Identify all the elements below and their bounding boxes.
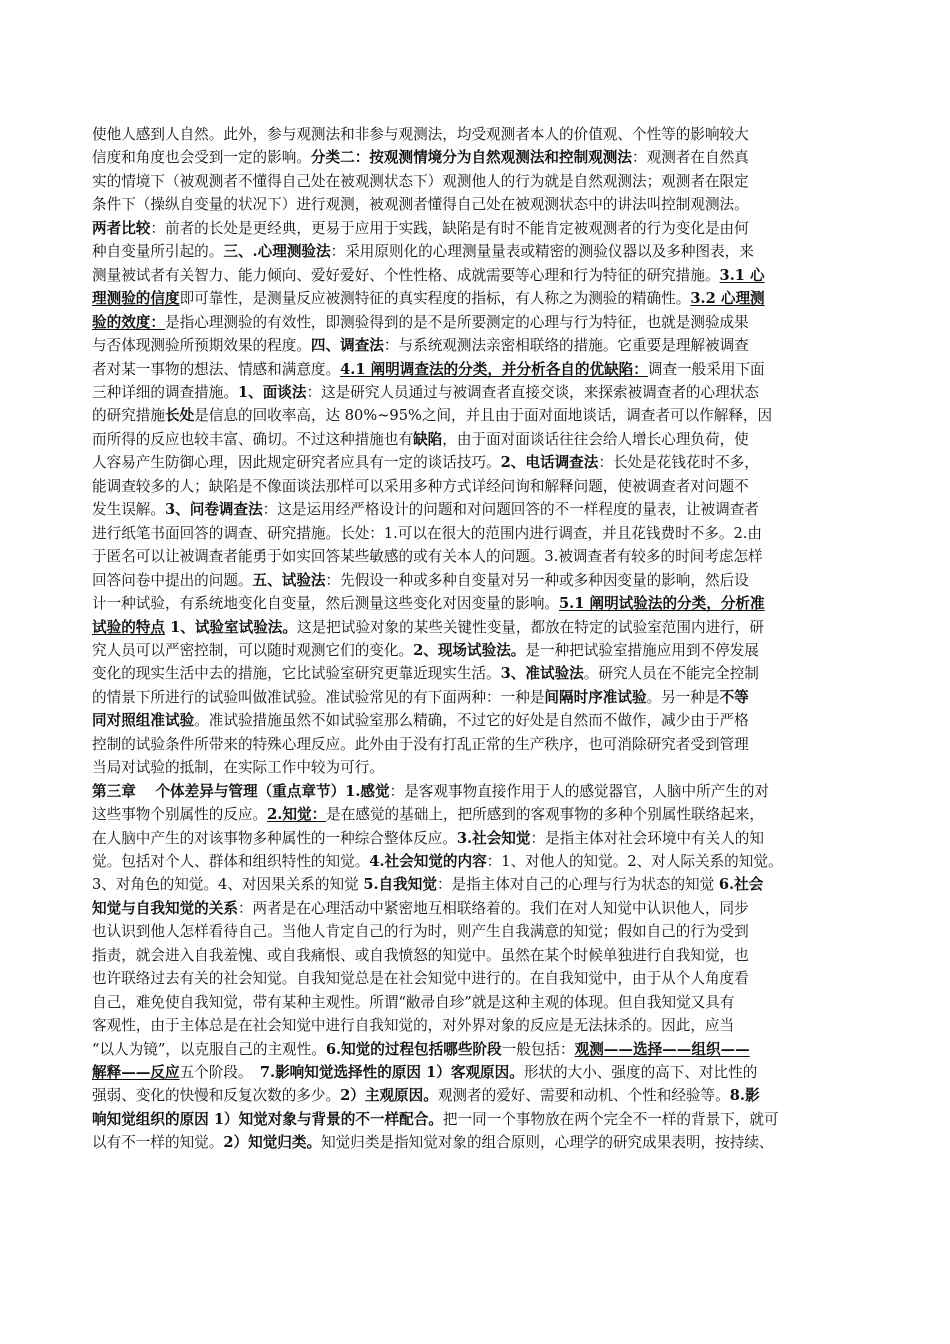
text-line <box>92 265 862 287</box>
bold-text-span: 长处 <box>164 407 195 425</box>
text-span: 指责，就会进入自我羞愧、或自我痛恨、或自我愤怒的知觉中。虽然在某个时候单独进行自我知觉，也 <box>92 946 749 964</box>
text-line <box>92 124 862 146</box>
text-span: 是一种把试验室措施应用到不停发展 <box>525 641 759 659</box>
text-span: 即可靠性，是测量反应被测特征的真实程度的指标，有人称之为测验的精确性。 <box>179 290 691 308</box>
text-span: 觉。包括对个人、群体和组织特性的知觉。 <box>92 852 370 870</box>
text-line <box>92 570 862 592</box>
bold-text-span: 6.知觉的过程包括哪些阶段 <box>325 1040 502 1058</box>
text-line <box>92 382 862 404</box>
text-span: 使他人感到人自然。此外，参与观测法和非参与观测法，均受观测者本人的价值观、个性等的影响较大 <box>92 126 749 143</box>
text-line <box>92 429 862 451</box>
bold-text-span: 1、试验室试验法。 <box>164 618 297 636</box>
bold-text-span: 间隔时序准试验 <box>544 688 647 706</box>
text-span: 而所得的反应也较丰富、确切。不过这种措施也有 <box>92 430 414 448</box>
text-span: ：1、对他人的知觉。2、对人际关系的知觉。 <box>486 852 783 870</box>
bold-text-span: 解释——反应 <box>92 1064 180 1081</box>
text-line <box>92 1015 862 1037</box>
text-line <box>92 241 862 263</box>
text-line <box>92 1109 862 1131</box>
bold-text-span: 第三章 个体差异与管理（重点章节）1.感觉 <box>92 782 390 800</box>
text-span: 。另一种是 <box>646 688 720 706</box>
text-line <box>92 921 862 943</box>
text-span: 种自变量所引起的。 <box>92 243 224 261</box>
text-span: 计一种试验，有系统地变化自变量，然后测量这些变化对因变量的影响。 <box>92 595 560 612</box>
text-span: 观测者的爱好、需要和动机、个性和经验等。 <box>437 1087 730 1105</box>
bold-text-span: 观测——选择——组织—— <box>574 1040 750 1058</box>
text-line <box>92 781 862 803</box>
text-span: 人容易产生防御心理，因此规定研究者应具有一定的谈话技巧。 <box>92 454 501 472</box>
text-line <box>92 359 862 381</box>
text-span: 究人员可以严密控制，可以随时观测它们的变化。 <box>92 641 414 659</box>
text-line <box>92 617 862 639</box>
text-span: ：是指主体对社会环境中有关人的知 <box>530 829 764 847</box>
text-span: 控制的试验条件所带来的特殊心理反应。此外由于没有打乱正常的生产秩序，也可消除研究者受到管理 <box>92 735 749 753</box>
text-line <box>92 874 862 896</box>
text-span: ：观测者在自然真 <box>632 149 749 167</box>
text-line <box>92 1132 862 1154</box>
text-span: 这是把试验对象的某些关键性变量，都放在特定的试验室范围内进行，研 <box>296 618 764 636</box>
text-span: ：先假设一种或多种自变量对另一种或多种因变量的影响，然后设 <box>325 571 749 589</box>
bold-text-span: 2）主观原因。 <box>340 1087 438 1105</box>
text-span: 客观性，由于主体总是在社会知觉中进行自我知觉的，对外界对象的反应是无法抹杀的。因此，应当 <box>92 1017 735 1035</box>
bold-text-span: 2.知觉： <box>267 806 327 823</box>
bold-text-span: 3.1 心 <box>719 266 765 284</box>
bold-text-span: 分类二：按观测情境分为自然观测法和控制观测法 <box>310 149 632 167</box>
text-span: 实的情境下（被观测者不懂得自己处在被观测状态下）观测他人的行为就是自然观测法；观测者在限定 <box>92 172 749 190</box>
text-span: 变化的现实生活中去的措施，它比试验室研究更靠近现实生活。 <box>92 665 501 683</box>
bold-text-span: 同对照组准试验 <box>92 712 195 730</box>
text-line <box>92 710 862 732</box>
text-line <box>92 898 862 920</box>
text-line <box>92 312 862 334</box>
text-span: 强弱、变化的快慢和反复次数的多少。 <box>92 1087 341 1105</box>
text-span: 是信息的回收率高，达 80%~95%之间，并且由于面对面地谈话，调查者可以作解释，因 <box>194 407 773 425</box>
bold-text-span: 4.社会知觉的内容 <box>369 852 487 870</box>
bold-text-span: 2、现场试验法。 <box>413 641 526 659</box>
text-line <box>92 757 862 779</box>
text-line <box>92 663 862 685</box>
text-span: ：这是研究人员通过与被调查者直接交谈，来探索被调查者的心理状态 <box>306 383 759 401</box>
text-line <box>92 194 862 216</box>
bold-text-span: 知觉与自我知觉的关系 <box>92 899 238 917</box>
text-span: 五个阶段。 <box>179 1064 260 1081</box>
text-span: 三种详细的调查措施。 <box>92 383 238 401</box>
bold-text-span: 试验的特点 <box>92 618 165 636</box>
bold-text-span: 3、问卷调查法 <box>164 501 263 519</box>
bold-text-span: 两者比较 <box>92 219 151 237</box>
bold-text-span: 三、.心理测验法 <box>223 243 331 261</box>
bold-text-span: 响知觉组织的原因 1）知觉对象与背景的不一样配合。 <box>92 1110 443 1128</box>
bold-text-span: 3、准试验法 <box>500 665 584 683</box>
bold-text-span: 5.1 阐明试验法的分类，分析准 <box>559 595 765 612</box>
text-line <box>92 851 862 873</box>
text-line <box>92 968 862 990</box>
text-span: 与否体现测验所预期效果的程度。 <box>92 337 311 354</box>
text-line <box>92 288 862 310</box>
bold-text-span: 8.影 <box>729 1087 760 1105</box>
bold-text-span: 1、面谈法 <box>237 383 307 401</box>
text-line <box>92 828 862 850</box>
text-line <box>92 499 862 521</box>
text-span: ：两者是在心理活动中紧密地互相联络着的。我们在对人知觉中认识他人，同步 <box>237 899 749 917</box>
bold-text-span: 3.2 心理测 <box>690 290 765 308</box>
text-line <box>92 171 862 193</box>
text-span: 的研究措施 <box>92 407 165 425</box>
text-span: 是在感觉的基础上，把所感到的客观事物的多种个别属性联络起来， <box>326 806 764 823</box>
text-span: ：前者的长处是更经典，更易于应用于实践，缺陷是有时不能肯定被观测者的行为变化是由何 <box>150 219 749 237</box>
text-span: 一般包括： <box>501 1040 575 1058</box>
bold-text-span: 2、电话调查法 <box>500 454 599 472</box>
text-span: 进行纸笔书面回答的调查、研究措施。长处：1.可以在很大的范围内进行调查，并且花钱费时不多。2.由 <box>92 524 762 542</box>
text-line <box>92 335 862 357</box>
text-span: ：与系统观测法亲密相联络的措施。它重要是理解被调查 <box>383 337 749 354</box>
text-line <box>92 945 862 967</box>
bold-text-span: 不等 <box>719 688 749 706</box>
text-span: 形状的大小、强度的高下、对比性的 <box>523 1064 758 1081</box>
text-span: 条件下（操纵自变量的状况下）进行观测，被观测者懂得自己处在被观测状态中的讲法叫控制观测法。 <box>92 196 749 214</box>
text-span: ：是客观事物直接作用于人的感觉器官，人脑中所产生的对 <box>389 782 770 800</box>
text-span: 。准试验措施虽然不如试验室那么精确，不过它的好处是自然而不做作，减少由于严格 <box>194 712 749 730</box>
text-line <box>92 1039 862 1061</box>
text-span: 者对某一事物的想法、情感和满意度。 <box>92 360 341 378</box>
text-span: 也许联络过去有关的社会知觉。自我知觉总是在社会知觉中进行的。在自我知觉中，由于从个人角度看 <box>92 970 749 988</box>
bold-text-span: 3.社会知觉 <box>456 829 531 847</box>
text-line <box>92 1085 862 1107</box>
text-line <box>92 992 862 1014</box>
text-line <box>92 523 862 545</box>
text-span: 知觉归类是指知觉对象的组合原则，心理学的研究成果表明，按持续、 <box>321 1134 774 1152</box>
text-span: 信度和角度也会受到一定的影响。 <box>92 149 311 167</box>
text-line <box>92 218 862 240</box>
text-span: 当局对试验的抵制，在实际工作中较为可行。 <box>92 759 384 777</box>
text-line <box>92 687 862 709</box>
text-span: 3、对角色的知觉。4、对因果关系的知觉 <box>92 876 364 894</box>
text-span: 也认识到他人怎样看待自己。当他人肯定自己的行为时，则产生自我满意的知觉；假如自己的行为受到 <box>92 923 749 941</box>
text-line <box>92 405 862 427</box>
text-span: ：长处是花钱花时不多， <box>598 454 759 472</box>
text-span: ：采用原则化的心理测量量表或精密的测验仪器以及多种图表，来 <box>330 243 754 261</box>
text-span: 发生误解。 <box>92 501 165 519</box>
text-line <box>92 804 862 826</box>
text-line <box>92 593 862 615</box>
bold-text-span: 理测验的信度 <box>92 290 180 308</box>
text-span: 回答问卷中提出的问题。 <box>92 571 253 589</box>
text-span: 。研究人员在不能完全控制 <box>583 665 759 683</box>
text-span: ：是指主体对自己的心理与行为状态的知觉 <box>436 876 719 894</box>
text-span: 自己，难免使自我知觉，带有某种主观性。所谓“敝帚自珍”就是这种主观的体现。但自我知觉又具有 <box>92 993 735 1011</box>
text-span: 是指心理测验的有效性，即测验得到的是不是所要测定的心理与行为特征，也就是测验成果 <box>164 313 749 331</box>
text-span: 调查一般采用下面 <box>647 360 765 378</box>
bold-text-span: 四、调查法 <box>310 337 384 354</box>
text-span: ，由于面对面谈话往往会给人增长心理负荷，使 <box>442 430 749 448</box>
text-span: 测量被试者有关智力、能力倾向、爱好爱好、个性性格、成就需要等心理和行为特征的研究措施。 <box>92 266 720 284</box>
text-line <box>92 452 862 474</box>
bold-text-span: 4.1 阐明调查法的分类，并分析各自的优缺陷： <box>340 360 648 378</box>
bold-text-span: 五、试验法 <box>252 571 326 589</box>
text-line <box>92 546 862 568</box>
text-span: 以有不一样的知觉。 <box>92 1134 224 1152</box>
text-span: 这些事物个别属性的反应。 <box>92 806 268 823</box>
text-line <box>92 147 862 169</box>
text-span: 的情景下所进行的试验叫做准试验。准试验常见的有下面两种：一种是 <box>92 688 545 706</box>
text-line <box>92 476 862 498</box>
text-span: 于匿名可以让被调查者能勇于如实回答某些敏感的或有关本人的问题。3.被调查者有较多的时间考虑怎样 <box>92 548 763 566</box>
text-span: 把一同一个事物放在两个完全不一样的背景下，就可 <box>442 1110 779 1128</box>
text-span: 能调查较多的人；缺陷是不像面谈法那样可以采用多种方式详经问询和解释问题，使被调查者对问题不 <box>92 477 749 495</box>
bold-text-span: 7.影响知觉选择性的原因 1）客观原因。 <box>259 1064 524 1081</box>
text-span: ：这是运用经严格设计的问题和对问题回答的不一样程度的量表，让被调查者 <box>262 501 759 519</box>
bold-text-span: 验的效度： <box>92 313 165 331</box>
bold-text-span: 缺陷 <box>413 430 443 448</box>
text-span: 在人脑中产生的对该事物多种属性的一种综合整体反应。 <box>92 829 457 847</box>
bold-text-span: 5.自我知觉 <box>363 876 437 894</box>
text-line <box>92 640 862 662</box>
text-line <box>92 1062 862 1084</box>
bold-text-span: 2）知觉归类。 <box>223 1134 322 1152</box>
text-line <box>92 734 862 756</box>
bold-text-span: 6.社会 <box>718 876 764 894</box>
text-span: “以人为镜”，以克服自己的主观性。 <box>92 1040 326 1058</box>
